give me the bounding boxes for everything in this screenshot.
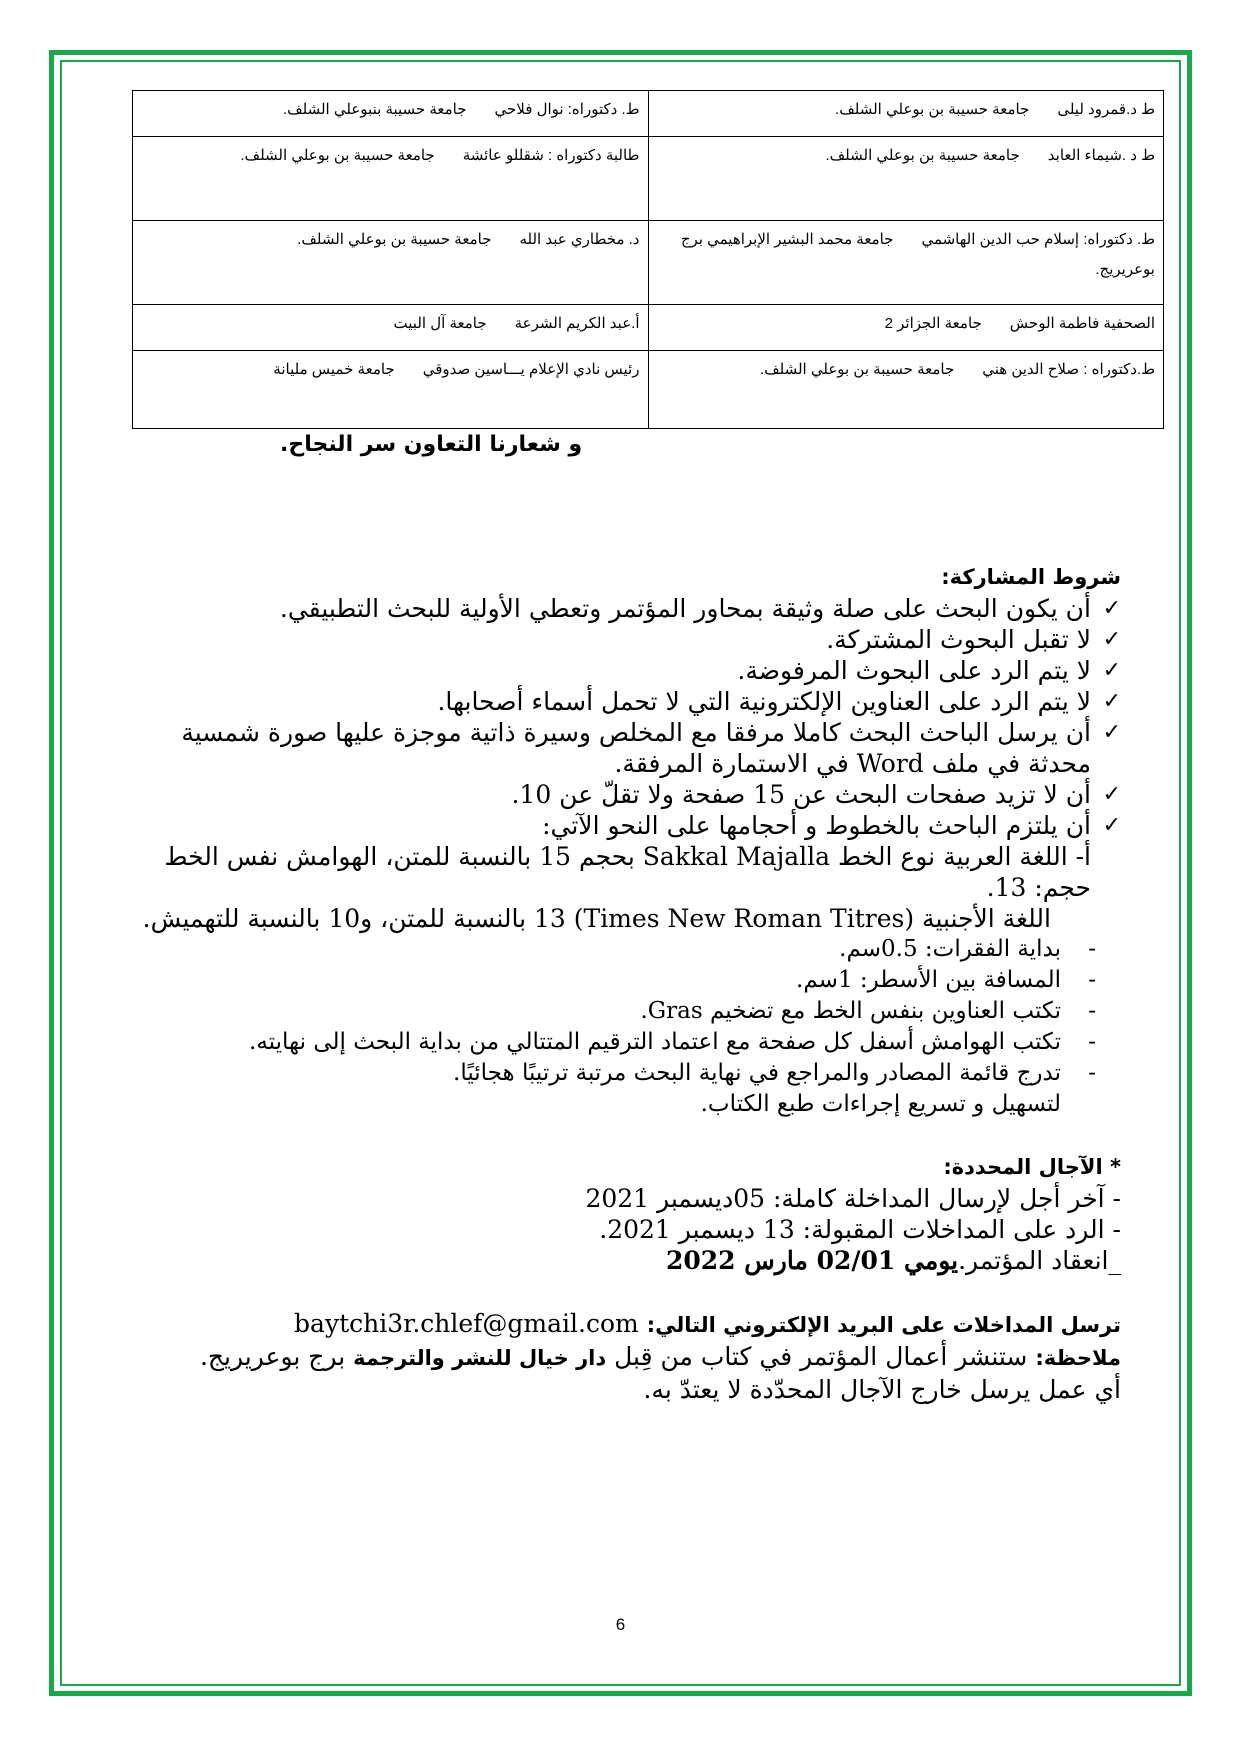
member-university: جامعة حسيبة بن بوعلي الشلف. <box>835 101 1030 118</box>
table-cell <box>133 137 649 221</box>
member-university: جامعة حسيبة بن بوعلي الشلف. <box>759 361 955 378</box>
member-university: جامعة حسيبة بن بوعلي الشلف. <box>297 231 492 248</box>
member-name: ط. دكتوراه: إسلام حب الدين الهاشمي <box>921 231 1155 248</box>
member-name: طالبة دكتوراه : شقللو عائشة <box>462 147 640 164</box>
deadline-conference <box>116 1245 1121 1276</box>
member-name: ط د .شيماء العابد <box>1047 147 1155 164</box>
member-university: جامعة آل البيت <box>393 315 487 332</box>
publisher-name: دار خيال للنشر والترجمة <box>353 1346 607 1370</box>
table-cell <box>648 305 1164 351</box>
conditions-list <box>116 593 1121 841</box>
list-item: - تدرج قائمة المصادر والمراجع في نهاية البحث مرتبة ترتيبًا هجائيًا. <box>116 1058 1061 1089</box>
document-body <box>116 562 1121 1405</box>
table-row <box>133 137 1164 221</box>
font-foreign-rule: اللغة الأجنبية (Times New Roman Titres) 13 بالنسبة للمتن، و10 بالنسبة للتهميش. <box>142 904 1051 933</box>
table-cell <box>133 221 649 305</box>
contact-email[interactable]: baytchi3r.chlef@gmail.com <box>294 1309 639 1338</box>
table-cell <box>648 137 1164 221</box>
list-item: ✓ أن يرسل الباحث البحث كاملا مرفقا مع المخلص وسيرة ذاتية موجزة عليها صورة شمسية محدثة في ملف Word في الاستمارة المرفقة. <box>116 717 1091 779</box>
formatting-list <box>116 934 1121 1089</box>
member-name: ط د.قمرود ليلى <box>1057 101 1155 118</box>
closing-note: لتسهيل و تسريع إجراءات طبع الكتاب. <box>700 1091 1061 1117</box>
member-name: ط. دكتوراه: نوال فلاحي <box>494 101 640 118</box>
member-name: د. مخطاري عبد الله <box>519 231 640 248</box>
list-item: - تكتب العناوين بنفس الخط مع تضخيم Gras. <box>116 996 1061 1027</box>
table-cell <box>648 221 1164 305</box>
list-item: ✓ لا تقبل البحوث المشتركة. <box>116 624 1091 655</box>
member-university: جامعة حسيبة بن بوعلي الشلف. <box>240 147 435 164</box>
table-cell <box>648 351 1164 429</box>
member-name: رئيس نادي الإعلام يـــاسين صدوقي <box>422 361 640 378</box>
note-text: ستنشر أعمال المؤتمر في كتاب من قِبل <box>606 1342 1036 1371</box>
member-name: الصحفية فاطمة الوحش <box>1009 315 1155 332</box>
member-name: أ.عبد الكريم الشرعة <box>514 315 640 332</box>
member-university: جامعة محمد البشير الإبراهيمي برج بوعريريج. <box>680 231 1155 278</box>
member-university: جامعة حسيبة بنبوعلي الشلف. <box>282 101 467 118</box>
table-cell <box>133 351 649 429</box>
slogan: و شعارنا التعاون سر النجاح. <box>280 432 583 457</box>
table-row <box>133 91 1164 137</box>
note-text: برج بوعريريج. <box>199 1342 354 1371</box>
contact-label: ترسل المداخلات على البريد الإلكتروني التالي: <box>646 1313 1121 1337</box>
contact-line <box>116 1308 1121 1341</box>
committee-table <box>132 90 1164 429</box>
publication-note <box>116 1341 1121 1374</box>
list-item: - المسافة بين الأسطر: 1سم. <box>116 965 1061 996</box>
table-cell <box>648 91 1164 137</box>
list-item: ✓ لا يتم الرد على البحوث المرفوضة. <box>116 655 1091 686</box>
table-row <box>133 221 1164 305</box>
font-arabic-rule: أ- اللغة العربية نوع الخط Sakkal Majalla بحجم 15 بالنسبة للمتن، الهوامش نفس الخط حجم: 13. <box>164 842 1091 902</box>
list-item: - تكتب الهوامش أسفل كل صفحة مع اعتماد الترقيم المتتالي من بداية البحث إلى نهايته. <box>116 1027 1061 1058</box>
list-item: ✓ لا يتم الرد على العناوين الإلكترونية التي لا تحمل أسماء أصحابها. <box>116 686 1091 717</box>
deadline-submission: - آخر أجل لإرسال المداخلة كاملة: 05ديسمبر 2021 <box>585 1184 1121 1213</box>
page-number: 6 <box>615 1615 626 1634</box>
conditions-heading: شروط المشاركة: <box>941 565 1121 589</box>
table-cell <box>133 91 649 137</box>
deadline-response: - الرد على المداخلات المقبولة: 13 ديسمبر 2021. <box>599 1215 1121 1244</box>
list-item: - بداية الفقرات: 0.5سم. <box>116 934 1061 965</box>
list-item: ✓ أن لا تزيد صفحات البحث عن 15 صفحة ولا تقلّ عن 10. <box>116 779 1091 810</box>
member-university: جامعة الجزائر 2 <box>884 315 982 332</box>
member-name: ط.دكتوراه : صلاح الدين هني <box>982 361 1155 378</box>
table-row <box>133 305 1164 351</box>
member-university: جامعة حسيبة بن بوعلي الشلف. <box>825 147 1020 164</box>
note-label: ملاحظة: <box>1035 1346 1121 1370</box>
list-item: ✓ أن يلتزم الباحث بالخطوط و أحجامها على النحو الآتي: <box>116 810 1091 841</box>
member-university: جامعة خميس مليانة <box>273 361 395 378</box>
table-cell <box>133 305 649 351</box>
late-submission-note: أي عمل يرسل خارج الآجال المحدّدة لا يعتدّ به. <box>643 1375 1121 1404</box>
deadlines-heading: * الآجال المحددة: <box>943 1155 1121 1179</box>
conference-label: _انعقاد المؤتمر. <box>958 1246 1121 1275</box>
table-row <box>133 351 1164 429</box>
list-item: ✓ أن يكون البحث على صلة وثيقة بمحاور المؤتمر وتعطي الأولية للبحث التطبيقي. <box>116 593 1091 624</box>
conference-dates: يومي 02/01 مارس 2022 <box>665 1246 959 1275</box>
